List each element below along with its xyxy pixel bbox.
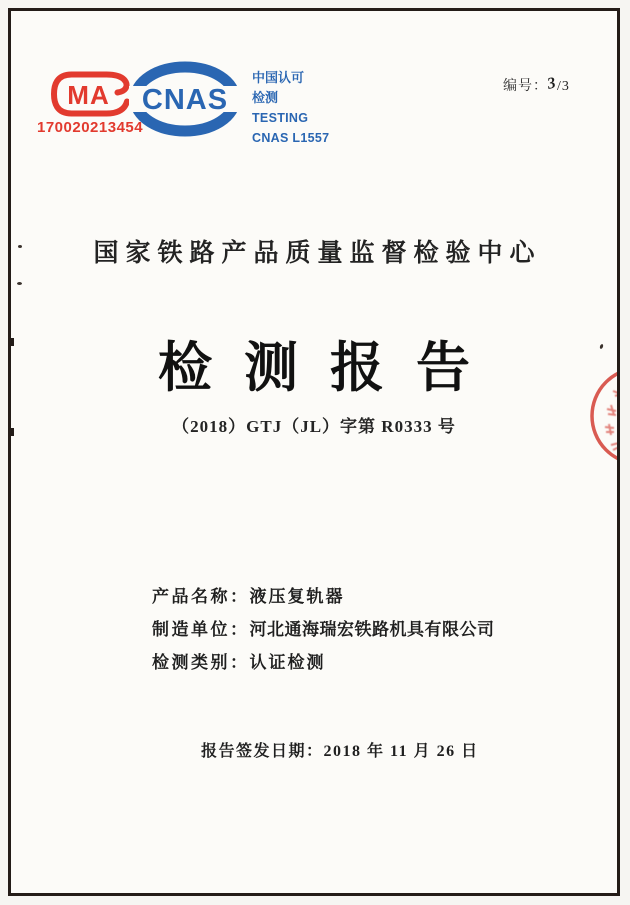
field-value: 认证检测 bbox=[249, 653, 326, 672]
scan-speck bbox=[18, 245, 22, 248]
cnas-caption-line: 检测 bbox=[252, 90, 279, 105]
field-manufacturer bbox=[152, 615, 572, 648]
scan-speck bbox=[17, 282, 22, 285]
scan-blob bbox=[9, 428, 14, 436]
field-label: 产品名称： bbox=[152, 587, 250, 606]
cnas-caption bbox=[252, 68, 329, 148]
field-value: 液压复轨器 bbox=[249, 587, 345, 606]
cma-letters: MA bbox=[67, 80, 110, 110]
cnas-letters: CNAS bbox=[141, 84, 229, 116]
report-number: （2018）GTJ（JL）字第 R0333 号 bbox=[172, 417, 456, 436]
cma-logo-icon bbox=[44, 69, 140, 119]
scan-blob bbox=[9, 338, 14, 346]
serial-total: /3 bbox=[557, 79, 570, 94]
report-title: 检测报告 bbox=[158, 338, 502, 398]
field-product-name bbox=[152, 582, 572, 615]
cnas-caption-line: CNAS L1557 bbox=[252, 131, 330, 145]
serial-label: 编号： bbox=[503, 79, 548, 94]
issue-date: 报告签发日期：2018 年 11 月 26 日 bbox=[201, 743, 479, 760]
field-value: 河北通海瑞宏铁路机具有限公司 bbox=[249, 620, 495, 639]
organization-name: 国家铁路产品质量监督检验中心 bbox=[93, 240, 542, 267]
report-page bbox=[8, 8, 620, 896]
field-label: 制造单位： bbox=[152, 620, 250, 639]
cma-certificate-number: 170020213454 bbox=[37, 119, 144, 136]
cnas-caption-line: 中国认可 bbox=[252, 70, 305, 85]
field-test-category bbox=[152, 648, 572, 681]
report-fields bbox=[152, 582, 572, 681]
cnas-caption-line: TESTING bbox=[252, 111, 309, 125]
cnas-logo-icon bbox=[129, 59, 241, 139]
serial-number bbox=[503, 75, 570, 95]
partial-seal-stamp-icon bbox=[583, 361, 620, 473]
field-label: 检测类别： bbox=[152, 653, 250, 672]
serial-handwritten-page: 3 bbox=[545, 74, 559, 93]
